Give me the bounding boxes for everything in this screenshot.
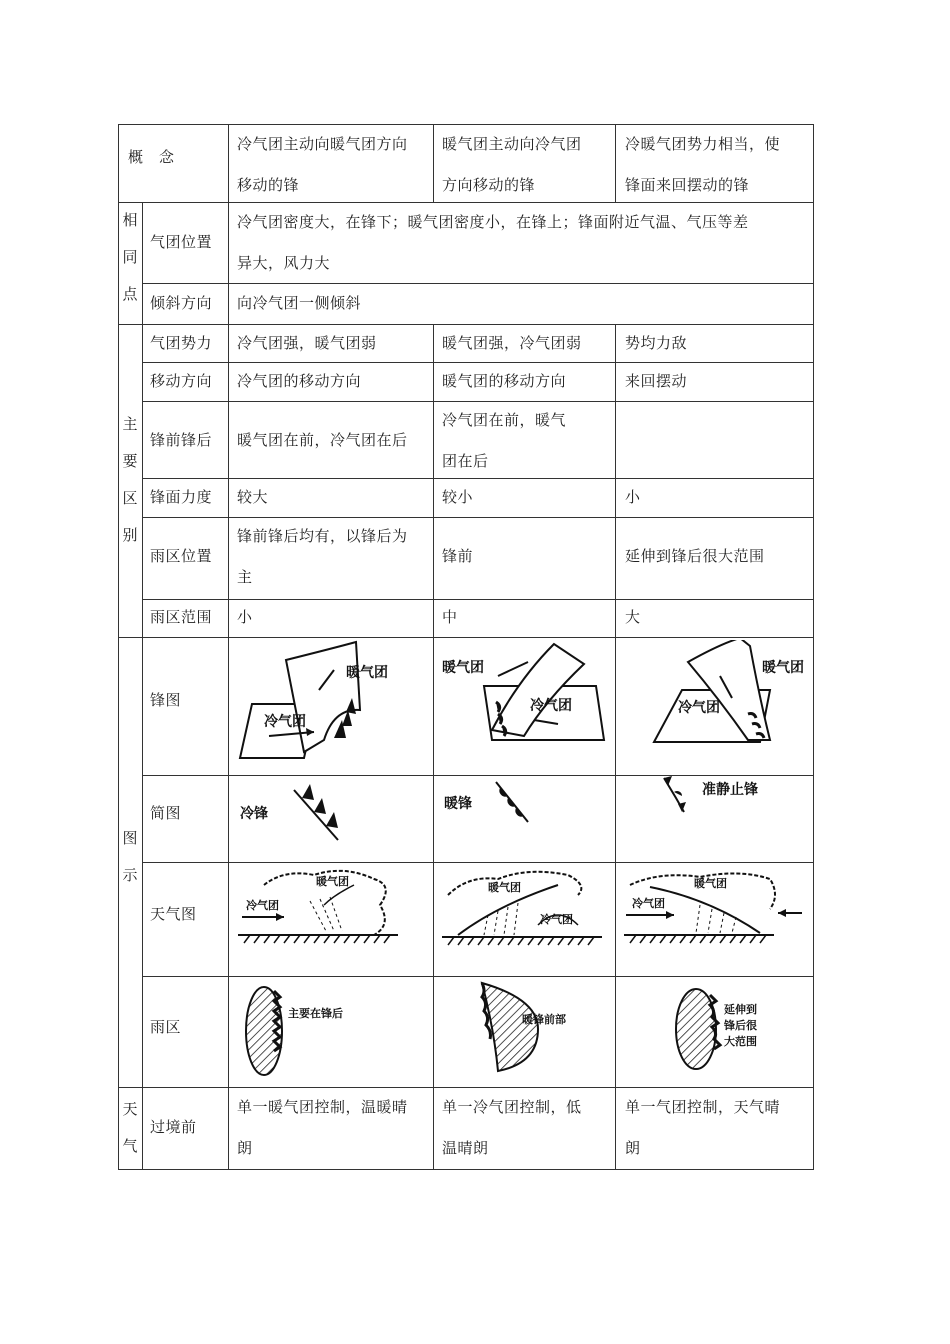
rain-area-label: 主要在锋后 <box>288 1007 343 1020</box>
stationary-front-label: 准静止锋 <box>702 782 758 798</box>
cell: 延伸到锋后很大范围 <box>625 547 765 565</box>
row-label: 雨区范围 <box>150 608 213 626</box>
warm-air-label: 暖气团 <box>762 660 804 676</box>
category-similarities: 相 同 点 <box>122 211 138 303</box>
row-label: 移动方向 <box>150 372 213 390</box>
cold-front-diagram <box>234 640 428 772</box>
front-surface <box>286 642 360 752</box>
row-divider <box>142 976 814 977</box>
cold-air-label: 冷气团 <box>632 897 665 910</box>
col-divider <box>615 124 616 202</box>
stationary-front-weather-section <box>620 865 810 973</box>
col-divider <box>228 124 229 1170</box>
cell: 势均力敌 <box>625 334 688 352</box>
cell: 小 <box>625 488 641 506</box>
concept-label: 概 念 <box>128 148 175 166</box>
cold-air-label: 冷气团 <box>264 714 306 730</box>
cell: 单一冷气团控制，低 温晴朗 <box>442 1098 582 1157</box>
cell: 中 <box>442 608 458 626</box>
row-label: 过境前 <box>150 1118 197 1136</box>
front-surface <box>492 644 584 736</box>
cold-front-weather-section <box>234 865 428 973</box>
stationary-front-symbol <box>620 764 810 844</box>
cold-front-rain-area <box>234 979 428 1085</box>
row-divider <box>118 637 814 638</box>
concept-stationary: 冷暖气团势力相当，使 锋面来回摆动的锋 <box>625 135 781 194</box>
col-divider <box>615 324 616 1170</box>
cold-air-label: 冷气团 <box>678 700 720 716</box>
row-label: 锋面力度 <box>150 488 213 506</box>
cold-air-label: 冷气团 <box>530 698 572 714</box>
warm-front-weather-section <box>438 865 612 973</box>
cell: 锋前 <box>442 547 474 565</box>
cell: 较大 <box>237 488 269 506</box>
cold-front-label: 冷锋 <box>240 806 268 822</box>
warm-air-label: 暖气团 <box>694 877 727 890</box>
cell: 来回摆动 <box>625 372 688 390</box>
warm-air-label: 暖气团 <box>346 665 388 681</box>
cell: 锋前锋后均有，以锋后为 主 <box>237 527 408 586</box>
row-label: 锋图 <box>150 691 182 709</box>
warm-front-symbol <box>438 778 612 858</box>
cell: 冷气团的移动方向 <box>237 372 362 390</box>
row-label: 雨区 <box>150 1018 182 1036</box>
warm-front-rain-area <box>438 979 612 1085</box>
row-label: 天气图 <box>150 905 197 923</box>
stationary-front-diagram <box>620 640 810 772</box>
warm-air-label: 暖气团 <box>442 660 484 676</box>
row-label: 锋前锋后 <box>150 431 213 449</box>
rain-area-label: 大范围 <box>724 1035 757 1048</box>
row-label: 气团位置 <box>150 233 213 251</box>
rain-area-label: 延伸到 <box>724 1003 757 1016</box>
row-label: 气团势力 <box>150 334 213 352</box>
cold-front-symbol <box>234 778 428 858</box>
cell: 冷气团在前，暖气 团在后 <box>442 411 567 470</box>
concept-cold: 冷气团主动向暖气团方向 移动的锋 <box>237 135 408 194</box>
air-mass-position-text: 冷气团密度大，在锋下；暖气团密度小，在锋上；锋面附近气温、气压等差 异大，风力大 <box>237 213 749 272</box>
col-divider <box>433 324 434 1170</box>
cell: 大 <box>625 608 641 626</box>
front-comparison-table <box>118 124 814 1170</box>
stationary-front-rain-area <box>620 979 810 1085</box>
row-divider <box>142 862 814 863</box>
cell: 较小 <box>442 488 474 506</box>
warm-air-label: 暖气团 <box>488 881 521 894</box>
tilt-direction-text: 向冷气团一侧倾斜 <box>237 294 362 312</box>
warm-air-label: 暖气团 <box>316 875 349 888</box>
row-label: 倾斜方向 <box>150 294 213 312</box>
row-label: 简图 <box>150 804 182 822</box>
warm-front-label: 暖锋 <box>444 796 472 812</box>
category-illustrations: 图 示 <box>122 829 138 884</box>
row-label: 雨区位置 <box>150 547 213 565</box>
col-divider <box>433 124 434 202</box>
rain-area-label: 锋后很 <box>724 1019 757 1032</box>
cold-air-label: 冷气团 <box>540 913 573 926</box>
table-border-right <box>813 124 814 1170</box>
rain-area-label: 暖锋前部 <box>522 1013 566 1026</box>
col-divider <box>142 202 143 1170</box>
table-border-bottom <box>118 1169 814 1170</box>
cell: 小 <box>237 608 253 626</box>
concept-warm: 暖气团主动向冷气团 方向移动的锋 <box>442 135 582 194</box>
cell: 单一暖气团控制，温暖晴 朗 <box>237 1098 408 1157</box>
cell: 暖气团在前，冷气团在后 <box>237 431 408 449</box>
category-weather: 天 气 <box>122 1100 138 1155</box>
warm-front-diagram <box>438 640 612 772</box>
cell: 暖气团的移动方向 <box>442 372 567 390</box>
cell: 冷气团强，暖气团弱 <box>237 334 377 352</box>
cell: 暖气团强，冷气团弱 <box>442 334 582 352</box>
cell: 单一气团控制，天气晴 朗 <box>625 1098 781 1157</box>
category-differences: 主 要 区 别 <box>122 415 138 544</box>
cold-air-label: 冷气团 <box>246 899 279 912</box>
